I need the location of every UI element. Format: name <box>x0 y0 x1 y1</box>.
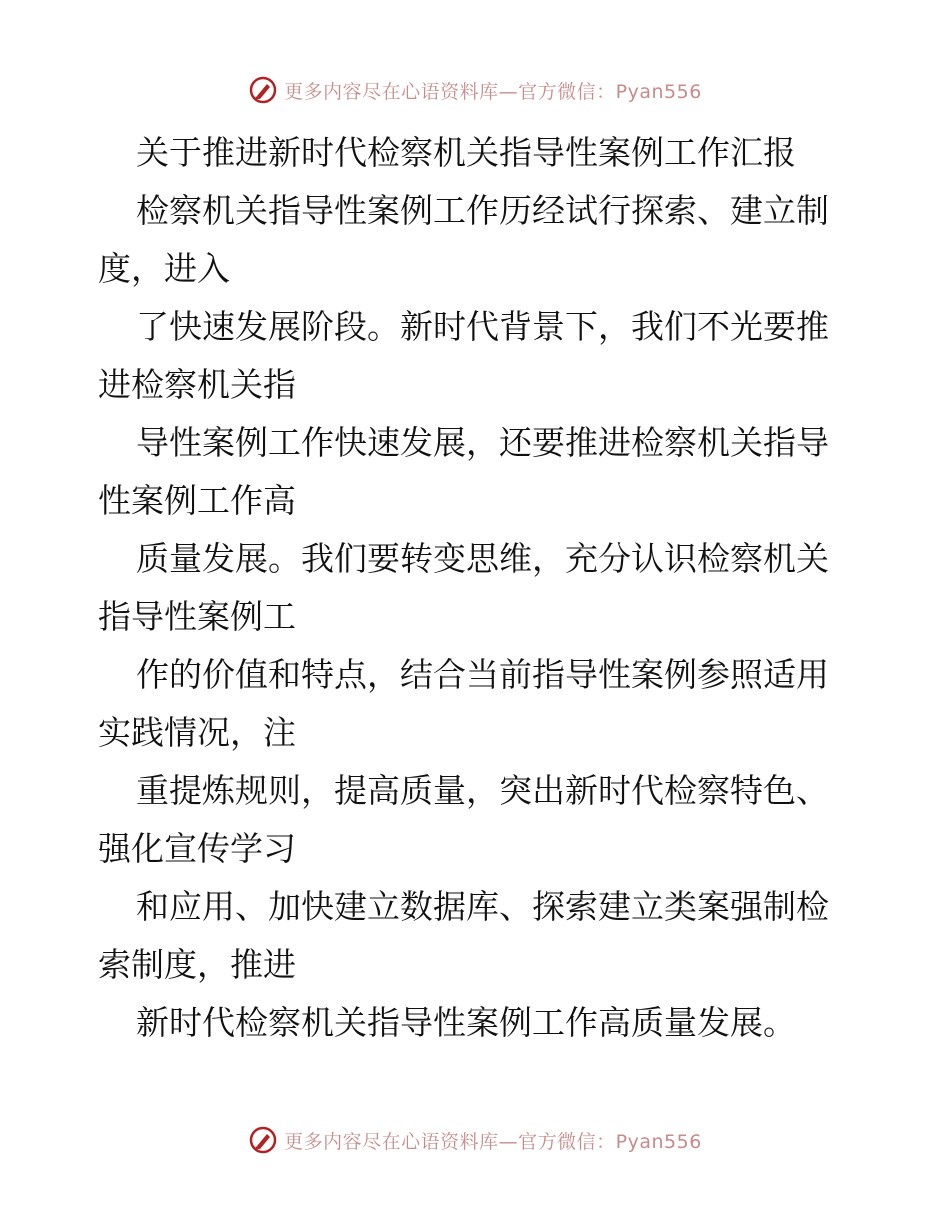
paragraph-line: 性案例工作高 <box>98 481 296 520</box>
watermark-text: 更多内容尽在心语资料库—官方微信：Pyan556 <box>284 1130 702 1153</box>
paragraph-line: 新时代检察机关指导性案例工作高质量发展。 <box>136 1003 796 1042</box>
paragraph-line: 质量发展。我们要转变思维，充分认识检察机关 <box>136 539 829 578</box>
paragraph-line: 和应用、加快建立数据库、探索建立类案强制检 <box>136 887 829 926</box>
pen-nib-logo-icon <box>248 75 278 105</box>
paragraph-line: 度，进入 <box>98 249 230 288</box>
paragraph-line: 导性案例工作快速发展，还要推进检察机关指导 <box>136 423 829 462</box>
paragraph-line: 索制度，推进 <box>98 945 296 984</box>
document-body <box>98 124 858 1052</box>
paragraph-line: 检察机关指导性案例工作历经试行探索、建立制 <box>136 191 829 230</box>
paragraph-line: 进检察机关指 <box>98 365 296 404</box>
document-title: 关于推进新时代检察机关指导性案例工作汇报 <box>136 133 796 172</box>
paragraph-line: 了快速发展阶段。新时代背景下，我们不光要推 <box>136 307 829 346</box>
paragraph-line: 指导性案例工 <box>98 597 296 636</box>
header-watermark-banner <box>0 70 950 110</box>
paragraph-line: 作的价值和特点，结合当前指导性案例参照适用 <box>136 655 829 694</box>
paragraph-line: 重提炼规则，提高质量，突出新时代检察特色、 <box>136 771 829 810</box>
paragraph-line: 强化宣传学习 <box>98 829 296 868</box>
pen-nib-logo-icon <box>248 1125 278 1155</box>
paragraph-line: 实践情况，注 <box>98 713 296 752</box>
footer-watermark-banner <box>0 1120 950 1160</box>
watermark-text: 更多内容尽在心语资料库—官方微信：Pyan556 <box>284 80 702 103</box>
